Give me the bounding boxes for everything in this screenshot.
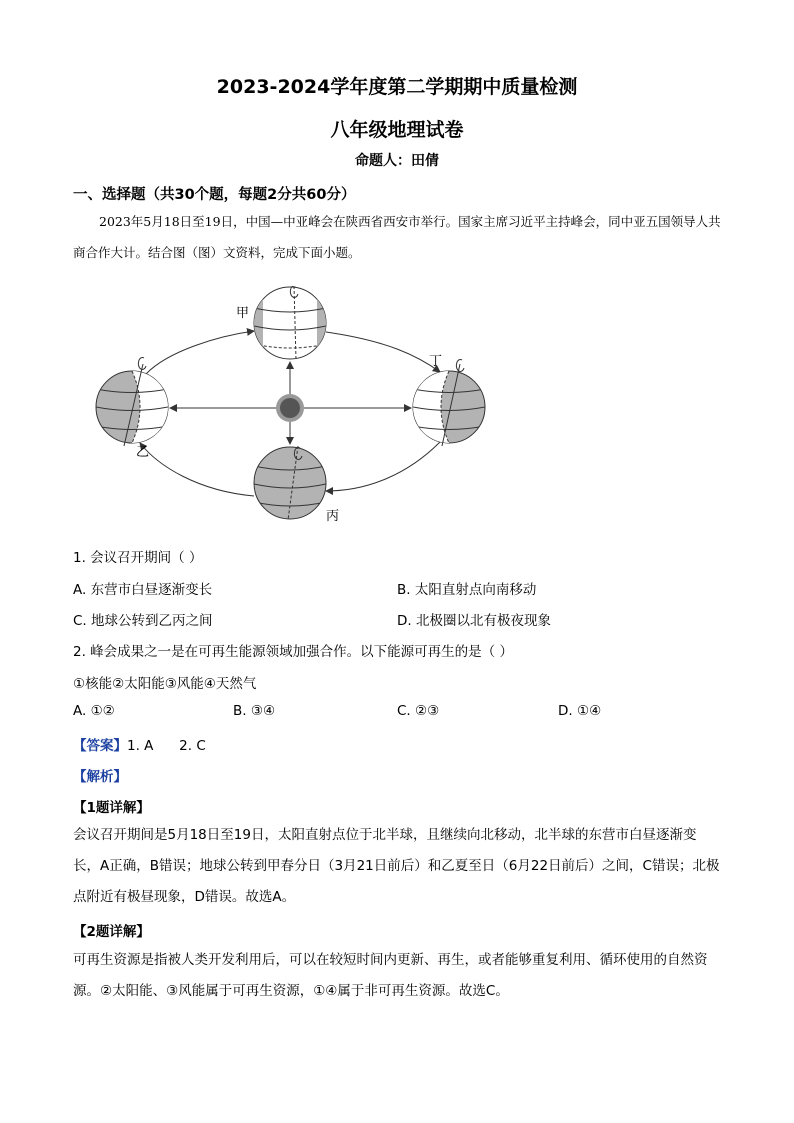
- exam-author: 命题人：田倩: [355, 153, 439, 169]
- section-title: 一、选择题（共30个题，每题2分共60分）: [73, 187, 356, 203]
- globe-bing: [254, 446, 326, 520]
- q2-option-b[interactable]: B. ③④: [233, 703, 276, 719]
- globe-yi: [96, 357, 168, 446]
- q1-option-a[interactable]: A. 东营市白昼逐渐变长: [73, 582, 213, 598]
- label-jia: 甲: [236, 306, 250, 321]
- question-1-stem: 1. 会议召开期间（ ）: [73, 550, 203, 566]
- earth-revolution-diagram: [88, 286, 498, 536]
- q2-option-d[interactable]: D. ①④: [558, 703, 602, 719]
- exam-title: 2023-2024学年度第二学期期中质量检测: [216, 76, 578, 98]
- detail-2-text: 可再生资源是指被人类开发利用后，可以在较短时间内更新、再生，或者能够重复利用、循环使用的自然资源。②太阳能、③风能属于可再生资源，①④属于非可再生资源。故选C。: [73, 952, 708, 999]
- detail-1-text: 会议召开期间是5月18日至19日，太阳直射点位于北半球，且继续向北移动，北半球的东营市白昼逐渐变长，A正确，B错误；地球公转到甲春分日（3月21日前后）和乙夏至日（6月22日前后）之间，C错误；北极点附近有极昼现象，D错误。故选A。: [73, 827, 720, 905]
- sun-icon: [276, 394, 304, 422]
- answer-text: 1. A 2. C: [127, 738, 206, 754]
- exam-subtitle: 八年级地理试卷: [330, 119, 464, 141]
- q1-option-c[interactable]: C. 地球公转到乙丙之间: [73, 613, 213, 629]
- q2-option-a[interactable]: A. ①②: [73, 703, 115, 719]
- label-ding: 丁: [429, 354, 443, 369]
- question-2-note: ①核能②太阳能③风能④天然气: [73, 676, 257, 692]
- q2-option-c[interactable]: C. ②③: [397, 703, 440, 719]
- question-2-stem: 2. 峰会成果之一是在可再生能源领域加强合作。以下能源可再生的是（ ）: [73, 644, 513, 660]
- detail-1-title: 【1题详解】: [73, 800, 150, 816]
- answer-line: [73, 734, 206, 754]
- label-bing: 丙: [326, 509, 340, 524]
- globe-jia: [254, 286, 326, 360]
- section-intro: 2023年5月18日至19日，中国—中亚峰会在陕西省西安市举行。国家主席习近平主持峰会，同中亚五国领导人共商合作大计。结合图（图）文资料，完成下面小题。: [73, 214, 721, 260]
- q1-option-b[interactable]: B. 太阳直射点向南移动: [397, 582, 537, 598]
- detail-2-title: 【2题详解】: [73, 924, 150, 940]
- globe-ding: [413, 359, 485, 446]
- answer-tag: 【答案】: [73, 738, 127, 754]
- label-yi: 乙: [136, 445, 150, 460]
- q1-option-d[interactable]: D. 北极圈以北有极夜现象: [397, 613, 551, 629]
- analysis-tag: 【解析】: [73, 769, 127, 785]
